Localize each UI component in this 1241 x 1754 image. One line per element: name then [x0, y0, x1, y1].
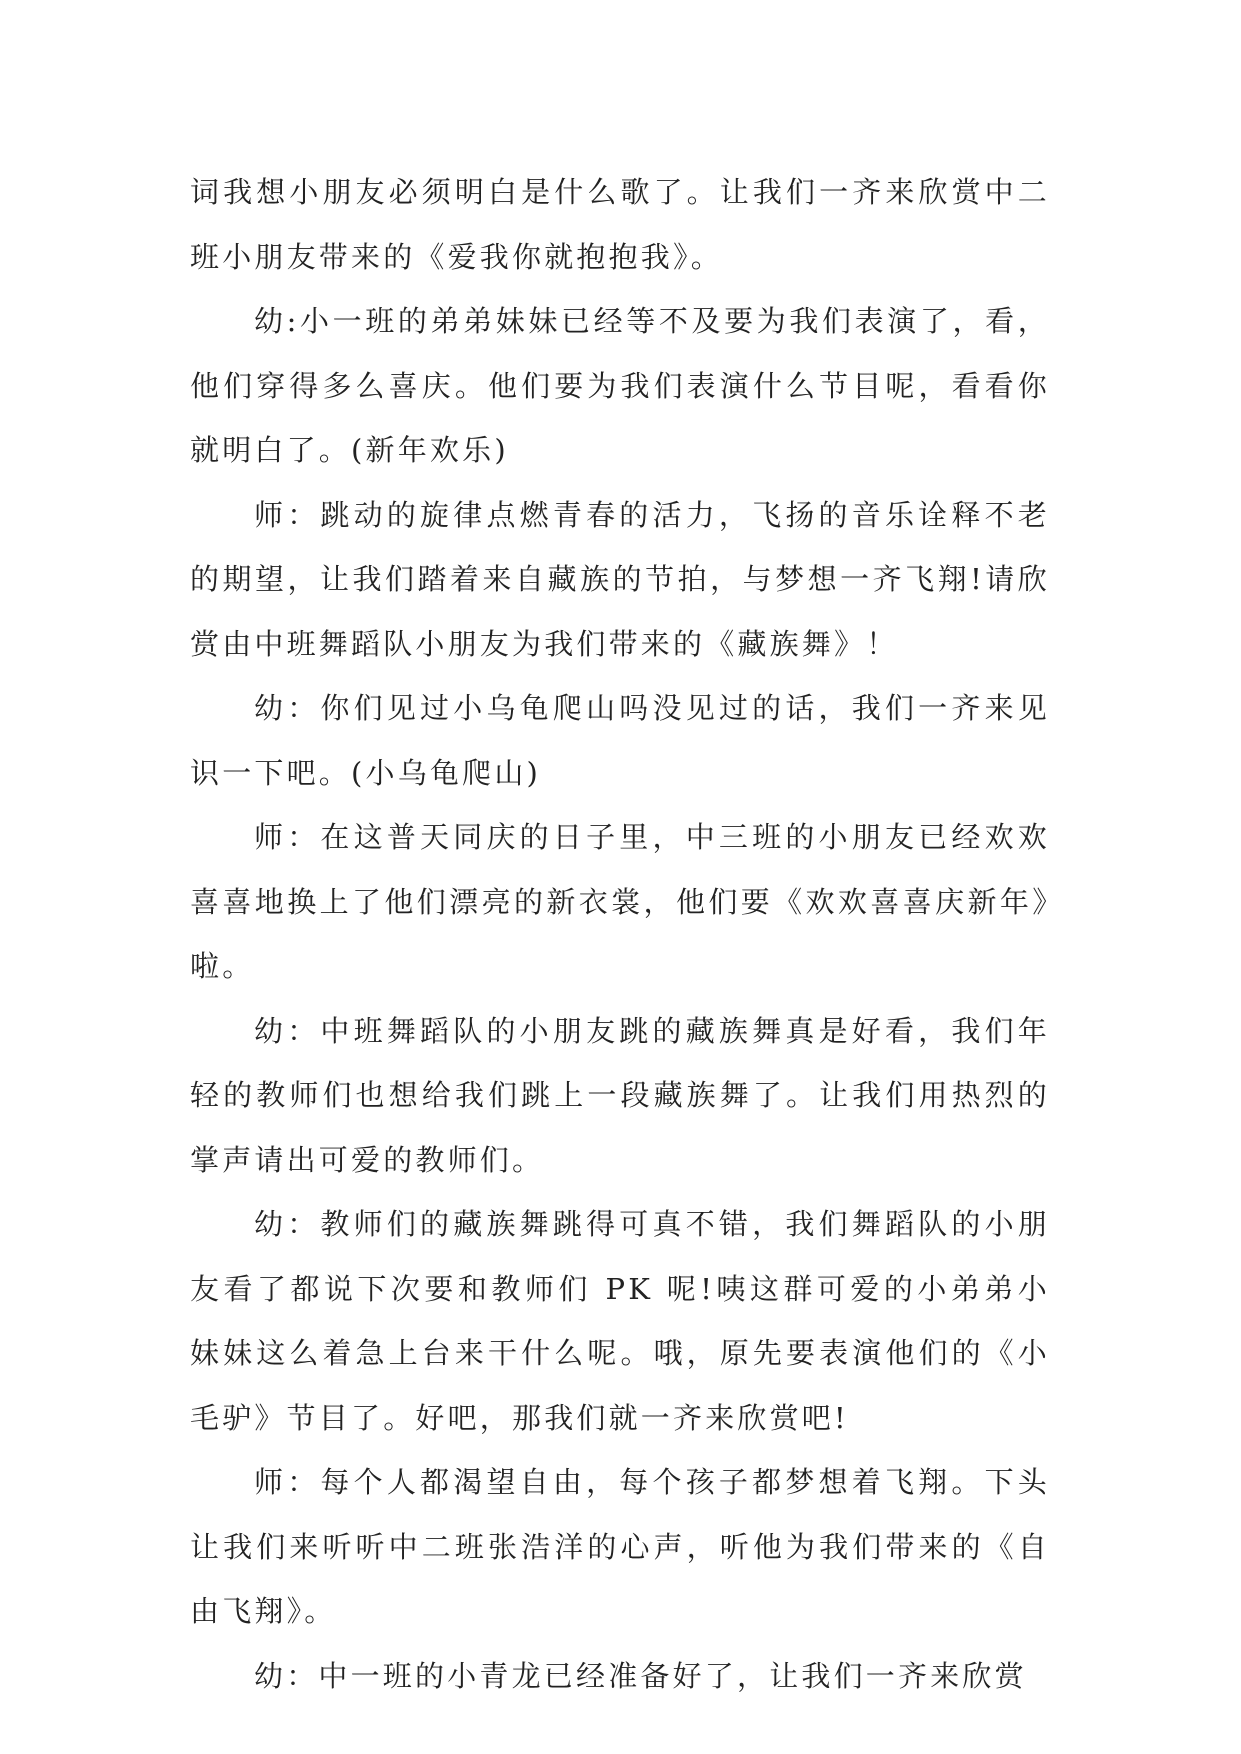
paragraph: 师：跳动的旋律点燃青春的活力，飞扬的音乐诠释不老的期望，让我们踏着来自藏族的节拍，与梦想一齐飞翔!请欣赏由中班舞蹈队小朋友为我们带来的《藏族舞》！ — [190, 497, 1050, 661]
paragraph: 幼：中班舞蹈队的小朋友跳的藏族舞真是好看，我们年轻的教师们也想给我们跳上一段藏族舞了。让我们用热烈的掌声请出可爱的教师们。 — [190, 1013, 1050, 1177]
paragraph: 师：每个人都渴望自由，每个孩子都梦想着飞翔。下头让我们来听听中二班张浩洋的心声，听他为我们带来的《自由飞翔》。 — [190, 1465, 1050, 1628]
paragraph: 幼：你们见过小乌龟爬山吗没见过的话，我们一齐来见识一下吧。(小乌龟爬山) — [190, 691, 1050, 790]
paragraph: 幼：教师们的藏族舞跳得可真不错，我们舞蹈队的小朋友看了都说下次要和教师们 PK 呢!咦这群可爱的小弟弟小妹妹这么着急上台来干什么呢。哦，原先要表演他们的《小毛驴》节目了。好吧，那我们就一齐来欣赏吧! — [190, 1207, 1050, 1435]
paragraph: 词我想小朋友必须明白是什么歌了。让我们一齐来欣赏中二班小朋友带来的《爱我你就抱抱我》。 — [190, 175, 1050, 274]
paragraph: 幼：中一班的小青龙已经准备好了，让我们一齐来欣赏 — [254, 1658, 1027, 1693]
paragraph: 师：在这普天同庆的日子里，中三班的小朋友已经欢欢喜喜地换上了他们漂亮的新衣裳，他们要《欢欢喜喜庆新年》啦。 — [190, 820, 1050, 983]
paragraph: 幼:小一班的弟弟妹妹已经等不及要为我们表演了，看，他们穿得多么喜庆。他们要为我们表演什么节目呢，看看你就明白了。(新年欢乐) — [190, 304, 1050, 467]
document-body — [190, 160, 1050, 1708]
